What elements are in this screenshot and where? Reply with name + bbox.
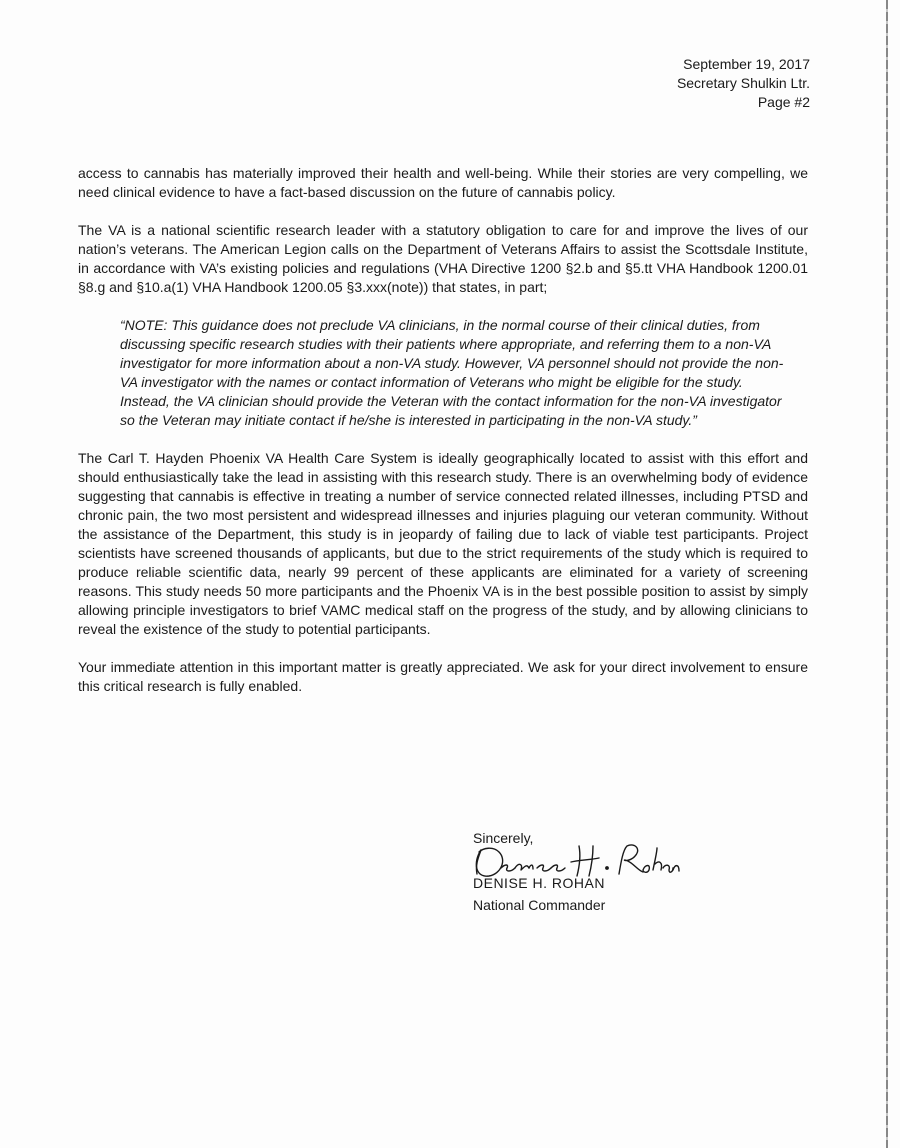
signer-name: DENISE H. ROHAN [473,875,605,891]
paragraph-phoenix-va: The Carl T. Hayden Phoenix VA Health Care System is ideally geographically located to assist with this effort and should enthusiastically take the lead in assisting with this research study. There is an overwhelming body of evidence suggesting that cannabis is effective in treating a number of service connected related illnesses, including PTSD and chronic pain, the two most persistent and widespread illnesses and injuries plaguing our veteran community. Without the assistance of the Department, this study is in jeopardy of failing due to lack of viable test participants. Project scientists have screened thousands of applicants, but due to the strict requirements of the study which is required to produce reliable scientific data, nearly 99 percent of these applicants are eliminated for a variety of screening reasons. This study needs 50 more participants and the Phoenix VA is in the best possible position to assist by simply allowing principle investigators to brief VAMC medical staff on the progress of the study, and by allowing clinicians to reveal the existence of the study to potential participants. [78,450,808,637]
letter-date: September 19, 2017 [683,56,810,72]
letter-body [78,164,808,715]
signature-block [473,848,605,896]
letter-closing [473,829,605,915]
paragraph-va-obligation: The VA is a national scientific research leader with a statutory obligation to care for and improve the lives of our nation’s veterans. The American Legion calls on the Department of Veterans Affairs to assist the Scottsdale Institute, in accordance with VA’s existing policies and regulations (VHA Directive 1200 §2.b and §5.tt VHA Handbook 1200.01 §8.g and §10.a(1) VHA Handbook 1200.05 §3.xxx(note)) that states, in part; [78,222,808,295]
paragraph-continuation: access to cannabis has materially improved their health and well-being. While their stories are very compelling, we need clinical evidence to have a fact-based discussion on the future of cannabis policy. [78,165,808,200]
guidance-quote: “NOTE: This guidance does not preclude VA clinicians, in the normal course of their clinical duties, from discussing specific research studies with their patients where appropriate, and referring them to a non-VA investigator for more information about a non-VA study. However, VA personnel should not provide the non-VA investigator with the names or contact information of Veterans who might be eligible for the study. Instead, the VA clinician should provide the Veteran with the contact information for the non-VA investigator so the Veteran may initiate contact if he/she is interested in participating in the non-VA study.” [120,317,784,428]
page-number: Page #2 [757,94,810,110]
letter-header [677,55,810,112]
salutation: Sincerely, [473,830,534,846]
scan-edge [886,0,888,1148]
letter-reference: Secretary Shulkin Ltr. [676,75,810,91]
signer-title: National Commander [473,897,606,913]
paragraph-request: Your immediate attention in this important matter is greatly appreciated. We ask for your direct involvement to ensure this critical research is fully enabled. [78,659,808,694]
